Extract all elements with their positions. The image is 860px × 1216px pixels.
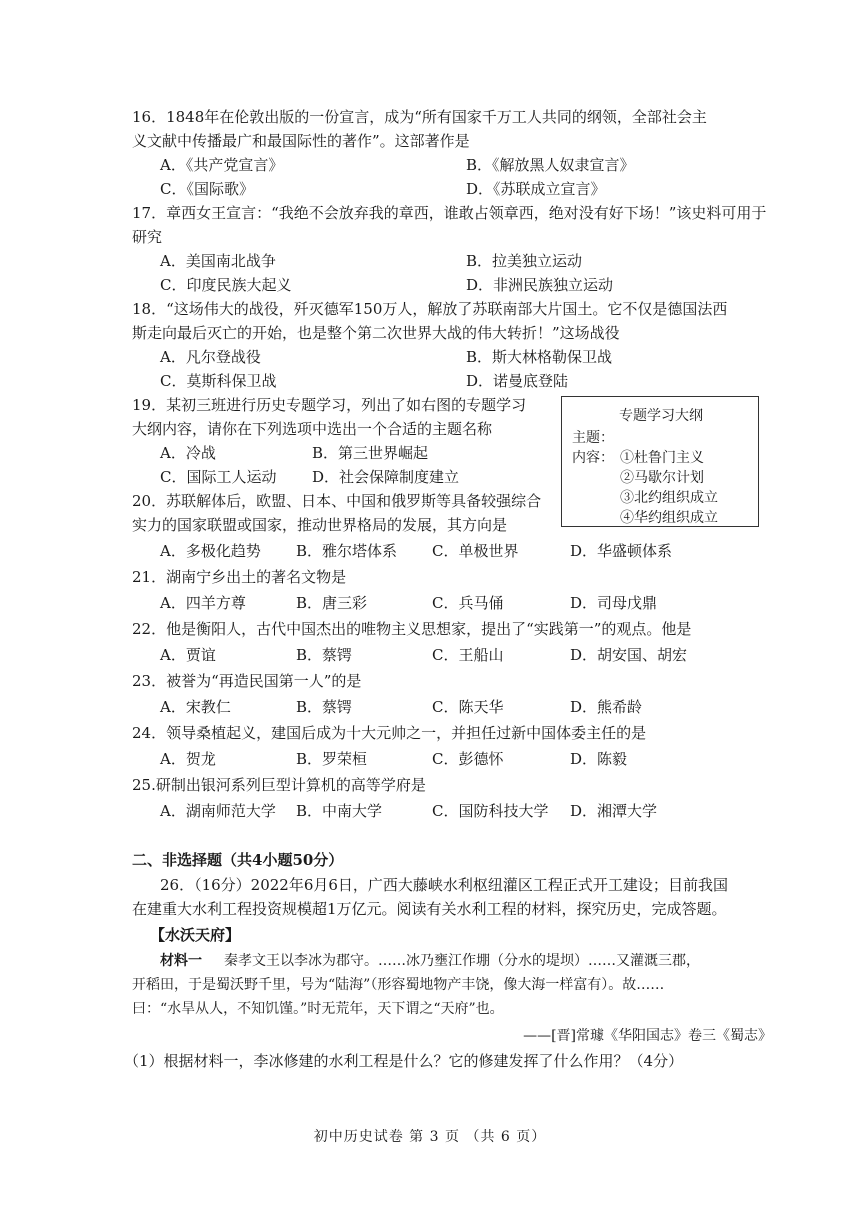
question-24-line-1: 24．领导桑植起义，建国后成为十大元帅之一，并担任过新中国体委主任的是: [132, 724, 647, 742]
question-16-line-1: 16．1848年在伦敦出版的一份宣言，成为“所有国家千万工人共同的纲领，全部社会主: [132, 108, 707, 126]
question-16-line-2: 义文献中传播最广和最国际性的著作”。这部著作是: [132, 132, 470, 150]
question-24-option-d: D．陈毅: [570, 750, 628, 768]
question-16-option-a: A．《共产党宣言》: [160, 156, 284, 174]
question-25-option-d: D．湘潭大学: [570, 802, 658, 820]
outline-item-4: ④华约组织成立: [620, 510, 718, 526]
question-20-line-1: 20．苏联解体后，欧盟、日本、中国和俄罗斯等具备较强综合: [132, 492, 542, 510]
question-18-option-d: D．诺曼底登陆: [466, 372, 569, 390]
question-25-option-c: C．国防科技大学: [432, 802, 549, 820]
question-21-option-b: B．唐三彩: [296, 594, 368, 612]
question-19-option-a: A．冷战: [160, 444, 216, 462]
question-18-line-2: 斯走向最后灭亡的开始，也是整个第二次世界大战的伟大转折！”这场战役: [132, 324, 620, 342]
question-25-option-b: B．中南大学: [296, 802, 383, 820]
question-21-line-1: 21．湖南宁乡出土的著名文物是: [132, 568, 347, 586]
question-19-option-b: B．第三世界崛起: [312, 444, 429, 462]
question-21-option-c: C．兵马俑: [432, 594, 504, 612]
question-19-option-c: C．国际工人运动: [160, 468, 277, 486]
question-23-option-d: D．熊希龄: [570, 698, 643, 716]
question-19-option-d: D．社会保障制度建立: [312, 468, 460, 486]
question-26-line-2: 在建重大水利工程投资规模超1万亿元。阅读有关水利工程的材料，探究历史，完成答题。: [132, 900, 727, 918]
question-18-option-c: C．莫斯科保卫战: [160, 372, 277, 390]
question-16-option-c: C．《国际歌》: [160, 180, 254, 198]
question-22-line-1: 22．他是衡阳人，古代中国杰出的唯物主义思想家，提出了“实践第一”的观点。他是: [132, 620, 692, 638]
question-24-option-c: C．彭德怀: [432, 750, 504, 768]
outline-title: 专题学习大纲: [619, 408, 703, 424]
question-23-option-b: B．蔡锷: [296, 698, 353, 716]
question-23-line-1: 23．被誉为“再造民国第一人”的是: [132, 672, 362, 690]
question-17-option-d: D．非洲民族独立运动: [466, 276, 614, 294]
question-22-option-b: B．蔡锷: [296, 646, 353, 664]
page-footer: 初中历史试卷 第 3 页 （共 6 页）: [313, 1129, 547, 1145]
question-24-option-b: B．罗荣桓: [296, 750, 368, 768]
outline-content-label: 内容：: [572, 450, 614, 466]
question-21-option-d: D．司母戊鼎: [570, 594, 658, 612]
question-23-option-c: C．陈天华: [432, 698, 504, 716]
material-1-line-3: 曰：“水旱从人，不知饥馑。”时无荒年，天下谓之“天府”也。: [132, 1001, 504, 1017]
question-22-option-c: C．王船山: [432, 646, 504, 664]
question-21-option-a: A．四羊方尊: [160, 594, 246, 612]
question-20-option-b: B．雅尔塔体系: [296, 542, 398, 560]
question-25-line-1: 25.研制出银河系列巨型计算机的高等学府是: [132, 776, 426, 794]
question-17-option-b: B．拉美独立运动: [466, 252, 583, 270]
question-26-sub-1: （1）根据材料一，李冰修建的水利工程是什么？它的修建发挥了什么作用？（4分）: [124, 1052, 684, 1070]
question-26-line-1: 26．（16分）2022年6月6日，广西大藤峡水利枢纽灌区工程正式开工建设；目前我国: [160, 876, 728, 894]
question-18-line-1: 18．“这场伟大的战役，歼灭德军150万人，解放了苏联南部大片国土。它不仅是德国法西: [132, 300, 728, 318]
question-19-line-2: 大纲内容，请你在下列选项中选出一个合适的主题名称: [132, 420, 493, 438]
question-24-option-a: A．贺龙: [160, 750, 216, 768]
material-1-line-2: 开稻田，于是蜀沃野千里，号为“陆海”（形容蜀地物产丰饶，像大海一样富有）。故……: [132, 977, 665, 993]
question-22-option-d: D．胡安国、胡宏: [570, 646, 688, 664]
question-17-line-1: 17．章西女王宣言：“我绝不会放弃我的章西，谁敢占领章西，绝对没有好下场！”该史料可用于: [132, 204, 767, 222]
question-25-option-a: A．湖南师范大学: [160, 802, 276, 820]
question-23-option-a: A．宋教仁: [160, 698, 231, 716]
outline-theme-label: 主题：: [572, 430, 614, 446]
question-17-option-a: A．美国南北战争: [160, 252, 276, 270]
subsection-heading: 【水沃天府】: [150, 926, 241, 944]
question-17-option-c: C．印度民族大起义: [160, 276, 292, 294]
question-20-option-d: D．华盛顿体系: [570, 542, 673, 560]
outline-item-1: ①杜鲁门主义: [620, 450, 704, 466]
question-17-line-2: 研究: [132, 228, 163, 246]
question-19-line-1: 19．某初三班进行历史专题学习，列出了如右图的专题学习: [132, 396, 527, 414]
section-2-heading: 二、非选择题（共4小题50分）: [132, 851, 344, 869]
material-1-source: ——[晋]常璩《华阳国志》卷三《蜀志》: [523, 1028, 772, 1044]
question-16-option-b: B．《解放黑人奴隶宣言》: [466, 156, 635, 174]
question-22-option-a: A．贾谊: [160, 646, 216, 664]
question-20-line-2: 实力的国家联盟或国家，推动世界格局的发展，其方向是: [132, 516, 508, 534]
outline-item-3: ③北约组织成立: [620, 490, 718, 506]
material-1-line-1: 秦孝文王以李冰为郡守。……冰乃壅江作堋（分水的堤坝）……又灌溉三郡，: [224, 953, 700, 969]
question-20-option-a: A．多极化趋势: [160, 542, 261, 560]
question-18-option-b: B．斯大林格勒保卫战: [466, 348, 613, 366]
question-18-option-a: A．凡尔登战役: [160, 348, 261, 366]
question-16-option-d: D．《苏联成立宣言》: [466, 180, 606, 198]
question-20-option-c: C．单极世界: [432, 542, 519, 560]
material-1-label: 材料一: [160, 953, 202, 969]
outline-item-2: ②马歇尔计划: [620, 470, 704, 486]
